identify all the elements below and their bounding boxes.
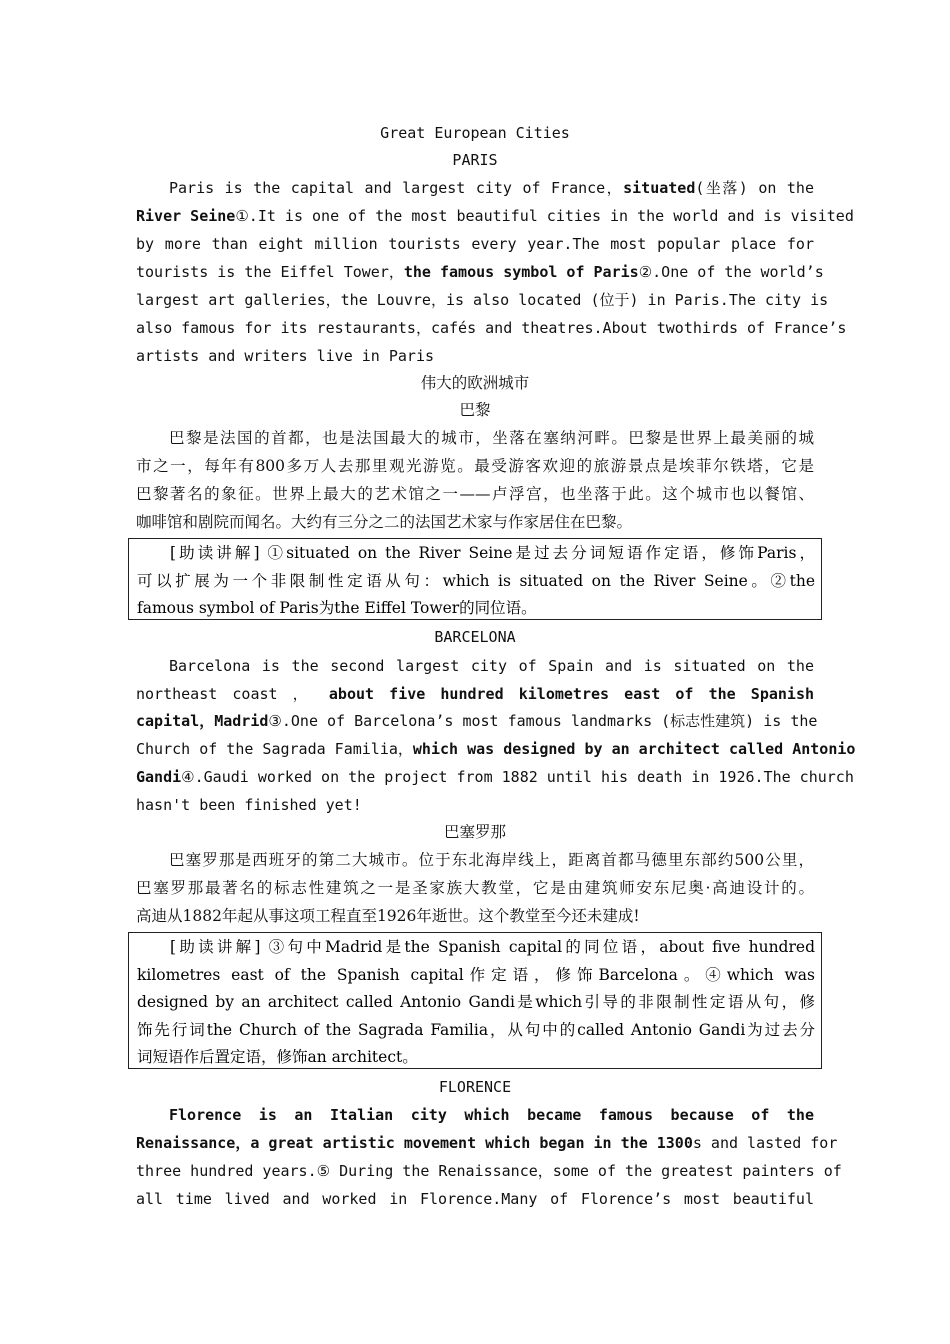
florence-line-3: three hundred years.⑤ During the Renaissance，some of the greatest painters of: [136, 1162, 842, 1180]
paris-line-5: largest art galleries，the Louvre，is also located (位于) in Paris.The city is: [136, 291, 829, 309]
paris-cn-line-1: 巴黎是法国的首都，也是法国最大的城市，坐落在塞纳河畔。巴黎是世界上最美丽的城: [169, 429, 814, 447]
note-barcelona-line-5: 词短语作后置定语，修饰an architect。: [137, 1048, 418, 1066]
reading-note-box-paris: [128, 538, 822, 620]
florence-line-1: Florence is an Italian city which became famous because of the: [169, 1106, 814, 1124]
paris-line-7: artists and writers live in Paris: [136, 347, 435, 365]
paris-line-4: tourists is the Eiffel Tower，the famous symbol of Paris②.One of the world’s: [136, 263, 824, 281]
barcelona-line-4: Church of the Sagrada Familia，which was designed by an architect called Antonio: [136, 740, 856, 758]
paris-cn-line-3: 巴黎著名的象征。世界上最大的艺术馆之一——卢浮宫，也坐落于此。这个城市也以餐馆、: [136, 485, 814, 503]
paris-line-6: also famous for its restaurants，cafés and theatres.About twothirds of France’s: [136, 319, 847, 337]
note-barcelona-line-3: designed by an architect called Antonio Gandi是which引导的非限制性定语从句，修: [137, 993, 815, 1011]
chinese-heading-paris: 巴黎: [459, 401, 491, 419]
note-barcelona-line-1: [助读讲解] ③句中Madrid是the Spanish capital的同位语，about five hundred: [170, 938, 815, 956]
barcelona-line-2: northeast coast ， about five hundred kilometres east of the Spanish: [136, 685, 815, 703]
barcelona-line-1: Barcelona is the second largest city of Spain and is situated on the: [169, 657, 814, 675]
note-paris-line-3: famous symbol of Paris为the Eiffel Tower的同位语。: [137, 599, 537, 617]
paris-line-1: Paris is the capital and largest city of France，situated(坐落) on the: [169, 179, 814, 197]
chinese-heading-barcelona: 巴塞罗那: [443, 823, 506, 841]
florence-line-4: all time lived and worked in Florence.Many of Florence’s most beautiful: [136, 1190, 814, 1208]
note-paris-line-1: [助读讲解] ①situated on the River Seine是过去分词短语作定语，修饰Paris，: [170, 544, 815, 562]
paris-cn-line-4: 咖啡馆和剧院而闻名。大约有三分之二的法国艺术家与作家居住在巴黎。: [136, 513, 633, 531]
page-title: Great European Cities: [380, 124, 570, 142]
florence-line-2: Renaissance，a great artistic movement which began in the 1300s and lasted for: [136, 1134, 838, 1152]
paris-line-3: by more than eight million tourists every year.The most popular place for: [136, 235, 814, 253]
reading-note-box-barcelona: [128, 932, 822, 1069]
barcelona-line-5: Gandi④.Gaudi worked on the project from 1882 until his death in 1926.The church: [136, 768, 854, 786]
section-heading-florence: FLORENCE: [438, 1078, 512, 1096]
note-paris-line-2: 可以扩展为一个非限制性定语从句：which is situated on the River Seine。②the: [137, 572, 815, 590]
barcelona-line-6: hasn't been finished yet!: [136, 796, 362, 814]
section-heading-paris: PARIS: [452, 151, 498, 169]
barcelona-cn-line-1: 巴塞罗那是西班牙的第二大城市。位于东北海岸线上，距离首都马德里东部约500公里，: [169, 851, 814, 869]
barcelona-cn-line-3: 高迪从1882年起从事这项工程直至1926年逝世。这个教堂至今还未建成!: [136, 907, 640, 925]
barcelona-line-3: capital，Madrid③.One of Barcelona’s most famous landmarks (标志性建筑) is the: [136, 712, 818, 730]
paris-line-2: River Seine①.It is one of the most beautiful cities in the world and is visited: [136, 207, 854, 225]
section-heading-barcelona: BARCELONA: [434, 628, 516, 646]
note-barcelona-line-4: 饰先行词the Church of the Sagrada Familia，从句中的called Antonio Gandi为过去分: [137, 1021, 815, 1039]
barcelona-cn-line-2: 巴塞罗那最著名的标志性建筑之一是圣家族大教堂，它是由建筑师安东尼奥·高迪设计的。: [136, 879, 814, 897]
paris-cn-line-2: 市之一，每年有800多万人去那里观光游览。最受游客欢迎的旅游景点是埃菲尔铁塔，它是: [136, 457, 814, 475]
chinese-title: 伟大的欧洲城市: [420, 374, 530, 392]
note-barcelona-line-2: kilometres east of the Spanish capital作定语，修饰Barcelona。④which was: [137, 966, 815, 984]
